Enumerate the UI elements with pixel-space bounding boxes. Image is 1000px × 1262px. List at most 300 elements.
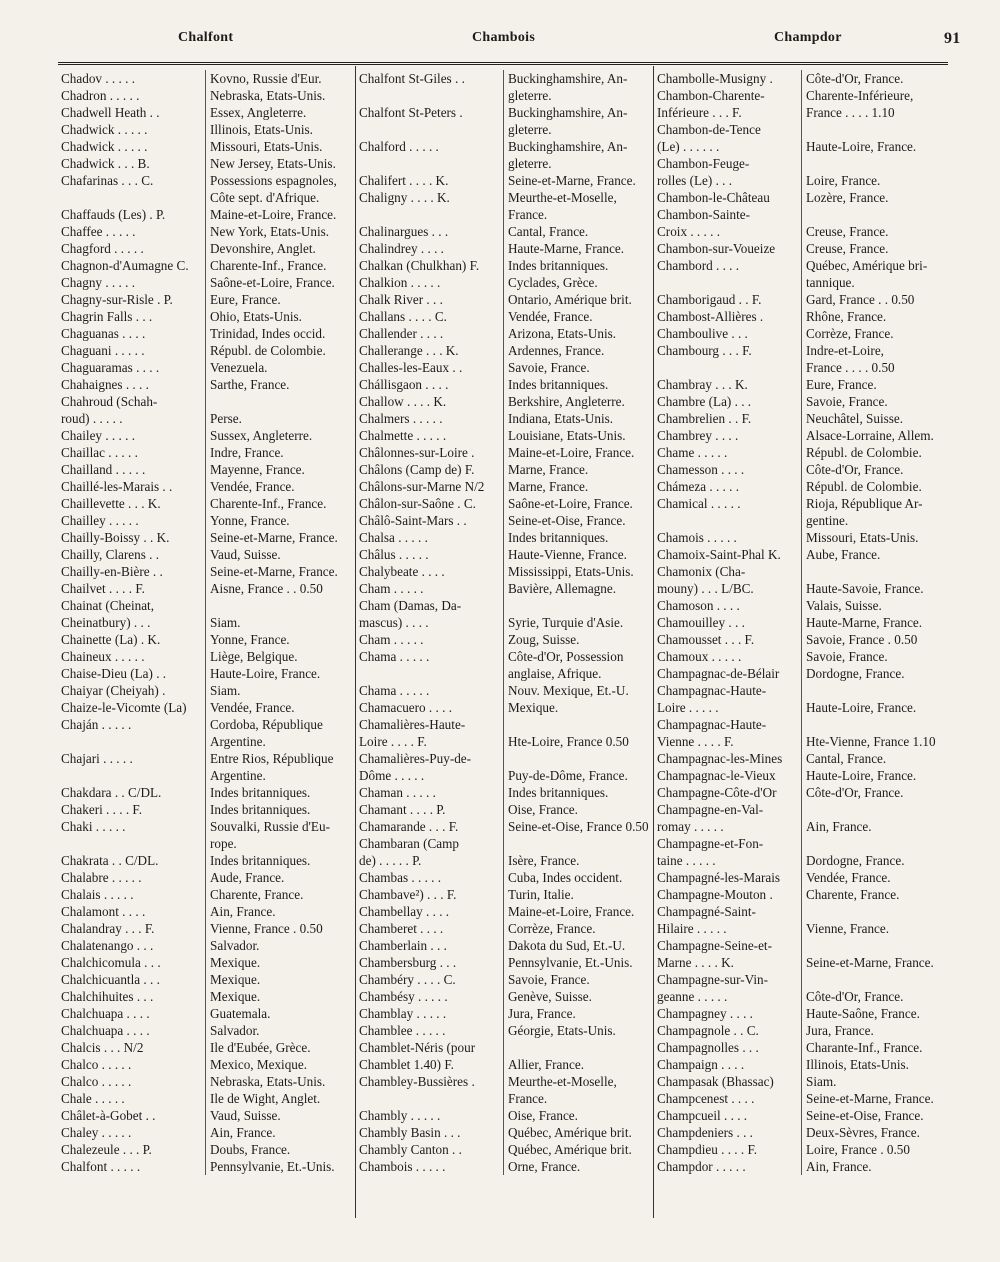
place-name: Chamberet . . . . <box>359 921 444 936</box>
place-location: Haute-Loire, France. <box>801 767 950 784</box>
place-location <box>801 716 950 733</box>
place-name <box>654 359 801 376</box>
gazetteer-entry <box>654 138 950 155</box>
gazetteer-entry <box>654 563 950 580</box>
place-name: Champagne-et-Fon- <box>657 836 764 851</box>
place-location: Charente-Inférieure, <box>801 87 950 104</box>
gazetteer-entry <box>58 631 354 648</box>
place-location: Rioja, République Ar- <box>801 495 950 512</box>
place-location: Maine-et-Loire, France. <box>503 444 652 461</box>
gazetteer-entry <box>654 988 950 1005</box>
gazetteer-entry <box>356 444 652 461</box>
gazetteer-entry <box>356 648 652 665</box>
gazetteer-entry <box>356 886 652 903</box>
place-name: Chaley . . . . . <box>61 1125 132 1140</box>
gazetteer-entry <box>654 1039 950 1056</box>
place-name: Chahaignes . . . . <box>61 377 149 392</box>
gazetteer-entry <box>58 257 354 274</box>
place-location: Rhône, France. <box>801 308 950 325</box>
place-name: Chamboulive . . . <box>657 326 748 341</box>
place-name: Champdeniers . . . <box>657 1125 753 1140</box>
gazetteer-entry <box>356 903 652 920</box>
gazetteer-entry <box>356 223 652 240</box>
place-name: Champdor . . . . . <box>657 1159 746 1174</box>
gazetteer-entry <box>654 529 950 546</box>
gazetteer-entry <box>58 1107 354 1124</box>
place-name <box>356 1090 503 1107</box>
place-location: New Jersey, Etats-Unis. <box>205 155 354 172</box>
place-name: Châlô-Saint-Mars . . <box>359 513 467 528</box>
place-name: Chalford . . . . . <box>359 139 439 154</box>
gazetteer-entry <box>58 597 354 614</box>
place-name: Châlon-sur-Saône . C. <box>359 496 476 511</box>
place-name <box>58 189 205 206</box>
gazetteer-entry <box>654 546 950 563</box>
place-name: Chamois . . . . . <box>657 530 737 545</box>
place-location: gleterre. <box>503 87 652 104</box>
place-name: Chamical . . . . . <box>657 496 741 511</box>
place-name: Chalandray . . . F. <box>61 921 155 936</box>
page-header <box>0 30 1000 56</box>
place-name: Chalkion . . . . . <box>359 275 441 290</box>
place-location: Eure, France. <box>205 291 354 308</box>
place-location: Québec, Amérique brit. <box>503 1141 652 1158</box>
place-location: France. <box>503 206 652 223</box>
place-name: Chaise-Dieu (La) . . <box>61 666 167 681</box>
gazetteer-entry <box>356 189 652 206</box>
gazetteer-entry <box>356 1073 652 1090</box>
gazetteer-entry <box>58 614 354 631</box>
gazetteer-entry <box>356 988 652 1005</box>
place-name: Chamblet 1.40) F. <box>359 1057 454 1072</box>
place-location: Indiana, Etats-Unis. <box>503 410 652 427</box>
gazetteer-entry <box>654 597 950 614</box>
place-name: Chambord . . . . <box>657 258 740 273</box>
place-location: Cantal, France. <box>503 223 652 240</box>
place-location: Saône-et-Loire, France. <box>205 274 354 291</box>
gazetteer-entry <box>58 308 354 325</box>
place-name: Chahroud (Schah- <box>61 394 158 409</box>
place-name: Chamblee . . . . . <box>359 1023 446 1038</box>
place-name <box>356 87 503 104</box>
gazetteer-entry <box>654 954 950 971</box>
place-location: Meurthe-et-Moselle, <box>503 1073 652 1090</box>
place-name: Chagford . . . . . <box>61 241 144 256</box>
gazetteer-entry <box>58 1124 354 1141</box>
gazetteer-entry <box>58 478 354 495</box>
gazetteer-entry <box>58 699 354 716</box>
place-location: anglaise, Afrique. <box>503 665 652 682</box>
place-location: Syrie, Turquie d'Asie. <box>503 614 652 631</box>
place-name: mascus) . . . . <box>359 615 429 630</box>
gazetteer-entry <box>654 478 950 495</box>
gazetteer-entry <box>356 784 652 801</box>
place-location: Dordogne, France. <box>801 852 950 869</box>
place-name: Chambrelien . . F. <box>657 411 752 426</box>
place-name: Loire . . . . . <box>657 700 719 715</box>
place-location: Québec, Amérique brit. <box>503 1124 652 1141</box>
place-location: Marne, France. <box>503 461 652 478</box>
place-location: Jura, France. <box>503 1005 652 1022</box>
gazetteer-entry <box>58 852 354 869</box>
place-name: Chaguani . . . . . <box>61 343 145 358</box>
place-name: romay . . . . . <box>657 819 724 834</box>
place-location: Arizona, Etats-Unis. <box>503 325 652 342</box>
gazetteer-entry <box>654 257 950 274</box>
place-location: Jura, France. <box>801 1022 950 1039</box>
place-name: Chalinargues . . . <box>359 224 449 239</box>
gazetteer-entry <box>356 325 652 342</box>
gazetteer-entry <box>58 155 354 172</box>
gazetteer-entry <box>654 682 950 699</box>
place-name: Chambourg . . . F. <box>657 343 752 358</box>
place-location: Trinidad, Indes occid. <box>205 325 354 342</box>
gazetteer-entry <box>356 87 652 104</box>
place-location <box>801 121 950 138</box>
place-location: Savoie, France. <box>801 393 950 410</box>
place-name: Champcenest . . . . <box>657 1091 755 1106</box>
gazetteer-entry <box>356 852 652 869</box>
place-location: Charente, France. <box>205 886 354 903</box>
place-name: Champagné-Saint- <box>657 904 756 919</box>
gazetteer-entry <box>356 716 652 733</box>
place-name: Chamarande . . . F. <box>359 819 459 834</box>
gazetteer-entry <box>356 631 652 648</box>
place-name: Dôme . . . . . <box>359 768 425 783</box>
place-name: Chalkan (Chulkhan) F. <box>359 258 480 273</box>
place-location: Maine-et-Loire, France. <box>205 206 354 223</box>
place-name: Chambois . . . . . <box>359 1159 446 1174</box>
place-location: Ain, France. <box>801 818 950 835</box>
place-name: Chalatenango . . . <box>61 938 154 953</box>
gazetteer-entry <box>654 801 950 818</box>
place-name: Chamalières-Haute- <box>359 717 466 732</box>
place-location: Ain, France. <box>205 903 354 920</box>
place-location: Côte-d'Or, France. <box>801 70 950 87</box>
place-name: Chambre (La) . . . <box>657 394 752 409</box>
place-location: Indes britanniques. <box>205 784 354 801</box>
place-name: Champagnac-les-Mines <box>657 751 783 766</box>
place-location: Siam. <box>205 614 354 631</box>
gazetteer-entry <box>654 427 950 444</box>
place-location: Missouri, Etats-Unis. <box>801 529 950 546</box>
gazetteer-entry <box>654 580 950 597</box>
gazetteer-entry <box>58 648 354 665</box>
place-name: Champagnac-le-Vieux <box>657 768 776 783</box>
place-name: Chalchihuites . . . <box>61 989 154 1004</box>
place-name: Chaillac . . . . . <box>61 445 138 460</box>
place-name: Chailly-en-Bière . . <box>61 564 163 579</box>
place-location: Guatemala. <box>205 1005 354 1022</box>
gazetteer-entry <box>356 920 652 937</box>
place-name: Champagné-les-Marais <box>657 870 781 885</box>
gazetteer-entry <box>356 393 652 410</box>
place-name: Chambley-Bussières . <box>359 1074 475 1089</box>
gazetteer-entry <box>356 529 652 546</box>
place-name: Chamblay . . . . . <box>359 1006 447 1021</box>
place-location: Perse. <box>205 410 354 427</box>
place-location: gleterre. <box>503 121 652 138</box>
place-location: Haute-Loire, France. <box>801 138 950 155</box>
place-name: Champagnolles . . . <box>657 1040 759 1055</box>
place-location: Ontario, Amérique brit. <box>503 291 652 308</box>
gazetteer-entry <box>356 665 652 682</box>
place-location: Côte-d'Or, Possession <box>503 648 652 665</box>
place-location: Seine-et-Marne, France. <box>801 954 950 971</box>
place-location <box>801 835 950 852</box>
place-name: Chamoix-Saint-Phal K. <box>657 547 781 562</box>
gazetteer-entry <box>654 1005 950 1022</box>
place-location: Vienne, France. <box>801 920 950 937</box>
place-location: Sarthe, France. <box>205 376 354 393</box>
gazetteer-entry <box>654 818 950 835</box>
place-location: Seine-et-Marne, France. <box>205 529 354 546</box>
place-name: Chambon-Feuge- <box>657 156 750 171</box>
gazetteer-entry <box>654 886 950 903</box>
place-location <box>801 155 950 172</box>
gazetteer-entry <box>654 121 950 138</box>
place-name: Chamouilley . . . <box>657 615 745 630</box>
gazetteer-entry <box>654 70 950 87</box>
header-rule <box>58 62 948 65</box>
place-location: Entre Rios, République <box>205 750 354 767</box>
gazetteer-entry <box>654 971 950 988</box>
place-location: Cordoba, République <box>205 716 354 733</box>
place-location: Berkshire, Angleterre. <box>503 393 652 410</box>
gazetteer-entry <box>356 682 652 699</box>
place-name: Chajari . . . . . <box>61 751 133 766</box>
place-name: Chambly Basin . . . <box>359 1125 461 1140</box>
place-location: Charante-Inf., France. <box>801 1039 950 1056</box>
place-location: Indes britanniques. <box>205 852 354 869</box>
place-location: Lozère, France. <box>801 189 950 206</box>
gazetteer-entry <box>58 818 354 835</box>
place-location: Haute-Loire, France. <box>205 665 354 682</box>
place-location: Nebraska, Etats-Unis. <box>205 87 354 104</box>
place-location: Vendée, France. <box>205 478 354 495</box>
gazetteer-entry <box>356 1022 652 1039</box>
place-location: Vaud, Suisse. <box>205 546 354 563</box>
gazetteer-entry <box>58 291 354 308</box>
place-name: Inférieure . . . F. <box>657 105 742 120</box>
place-name: Chalybeate . . . . <box>359 564 445 579</box>
place-location: Deux-Sèvres, France. <box>801 1124 950 1141</box>
gazetteer-entry <box>654 767 950 784</box>
place-location: Côte sept. d'Afrique. <box>205 189 354 206</box>
place-name: Chaffee . . . . . <box>61 224 136 239</box>
place-name: Chambolle-Musigny . <box>657 71 773 86</box>
place-location: Côte-d'Or, France. <box>801 461 950 478</box>
gazetteer-entry <box>58 886 354 903</box>
place-name: Challans . . . . C. <box>359 309 447 324</box>
place-name: Châlons-sur-Marne N/2 <box>359 479 485 494</box>
place-name: Champagnac-de-Bélair <box>657 666 780 681</box>
place-name: Chaiyar (Cheiyah) . <box>61 683 166 698</box>
gazetteer-entry <box>654 393 950 410</box>
gazetteer-entry <box>654 342 950 359</box>
place-name: Chama . . . . . <box>359 683 430 698</box>
header-center-word: Chambois <box>472 30 536 45</box>
place-location: Eure, France. <box>801 376 950 393</box>
place-name: de) . . . . . P. <box>359 853 422 868</box>
place-name: Chaillevette . . . K. <box>61 496 161 511</box>
place-location: Seine-et-Marne, France. <box>503 172 652 189</box>
gazetteer-entry <box>356 1005 652 1022</box>
place-location: Hte-Vienne, France 1.10 <box>801 733 950 750</box>
place-name <box>58 767 205 784</box>
place-location: Vaud, Suisse. <box>205 1107 354 1124</box>
gazetteer-entry <box>58 801 354 818</box>
place-name: Chambéry . . . . C. <box>359 972 456 987</box>
place-name: Loire . . . . F. <box>359 734 427 749</box>
gazetteer-entry <box>356 1158 652 1175</box>
place-location: Haute-Loire, France. <box>801 699 950 716</box>
place-name: Chaligny . . . . K. <box>359 190 450 205</box>
place-location: New York, Etats-Unis. <box>205 223 354 240</box>
place-name: Champagnac-Haute- <box>657 683 767 698</box>
place-name: Vienne . . . . F. <box>657 734 734 749</box>
place-name: Chagny . . . . . <box>61 275 135 290</box>
gazetteer-entry <box>58 393 354 410</box>
place-name: Chamborigaud . . F. <box>657 292 762 307</box>
gazetteer-entry <box>58 580 354 597</box>
place-location: Illinois, Etats-Unis. <box>801 1056 950 1073</box>
gazetteer-entry <box>58 988 354 1005</box>
gazetteer-entry <box>58 784 354 801</box>
place-location: Pennsylvanie, Et.-Unis. <box>503 954 652 971</box>
place-location: France . . . . 1.10 <box>801 104 950 121</box>
place-name: Châlus . . . . . <box>359 547 429 562</box>
place-name: Chadov . . . . . <box>61 71 135 86</box>
gazetteer-entry <box>58 529 354 546</box>
place-name: Chambon-Sainte- <box>657 207 751 222</box>
place-location <box>503 750 652 767</box>
place-name: Champcueil . . . . <box>657 1108 748 1123</box>
place-location: Yonne, France. <box>205 512 354 529</box>
gazetteer-entry <box>58 1022 354 1039</box>
header-right-word: Champdor <box>774 30 842 45</box>
gazetteer-entry <box>654 512 950 529</box>
place-name <box>654 274 801 291</box>
place-location: France . . . . 0.50 <box>801 359 950 376</box>
place-name: Châlonnes-sur-Loire . <box>359 445 475 460</box>
place-location: Républ. de Colombie. <box>801 478 950 495</box>
place-name: Champagne-Mouton . <box>657 887 773 902</box>
place-location: Buckinghamshire, An- <box>503 104 652 121</box>
gazetteer-entry <box>356 172 652 189</box>
place-location: Salvador. <box>205 1022 354 1039</box>
gazetteer-entry <box>356 70 652 87</box>
place-name: Chámeza . . . . . <box>657 479 740 494</box>
place-name: Chambaran (Camp <box>359 836 459 851</box>
place-name: Chalabre . . . . . <box>61 870 142 885</box>
place-name: Chalmers . . . . . <box>359 411 443 426</box>
gazetteer-entry <box>654 631 950 648</box>
place-name: Champagnac-Haute- <box>657 717 767 732</box>
gazetteer-entry <box>356 1107 652 1124</box>
place-location: Loire, France . 0.50 <box>801 1141 950 1158</box>
place-location: Creuse, France. <box>801 223 950 240</box>
gazetteer-entry <box>654 1124 950 1141</box>
place-location: Seine-et-Marne, France. <box>801 1090 950 1107</box>
place-name: Croix . . . . . <box>657 224 721 239</box>
place-name: geanne . . . . . <box>657 989 728 1004</box>
header-left-word: Chalfont <box>178 30 234 45</box>
place-location: Venezuela. <box>205 359 354 376</box>
page-number: 91 <box>944 30 961 47</box>
gazetteer-entry <box>356 121 652 138</box>
place-location: gleterre. <box>503 155 652 172</box>
gazetteer-entry <box>58 920 354 937</box>
place-name: Chalifert . . . . K. <box>359 173 449 188</box>
place-name <box>356 665 503 682</box>
gazetteer-entry <box>58 1073 354 1090</box>
gazetteer-entry <box>654 206 950 223</box>
place-location: Essex, Angleterre. <box>205 104 354 121</box>
place-location: Argentine. <box>205 733 354 750</box>
place-location: Corrèze, France. <box>801 325 950 342</box>
place-location: Républ. de Colombie. <box>801 444 950 461</box>
place-location: Savoie, France . 0.50 <box>801 631 950 648</box>
place-name: Chamonix (Cha- <box>657 564 746 579</box>
place-name: Champasak (Bhassac) <box>657 1074 774 1089</box>
place-location: Indes britanniques. <box>205 801 354 818</box>
gazetteer-entry <box>356 1056 652 1073</box>
place-location: Seine-et-Oise, France. <box>801 1107 950 1124</box>
place-name: Chalfont St-Peters . <box>359 105 463 120</box>
place-name: Chambon-le-Château <box>657 190 770 205</box>
place-location: Aude, France. <box>205 869 354 886</box>
place-name: Chaguanas . . . . <box>61 326 146 341</box>
place-location: Côte-d'Or, France. <box>801 784 950 801</box>
place-location: Zoug, Suisse. <box>503 631 652 648</box>
place-name: Chállisgaon . . . . <box>359 377 449 392</box>
gazetteer-entry <box>654 920 950 937</box>
gazetteer-entry <box>654 87 950 104</box>
place-location: Cuba, Indes occident. <box>503 869 652 886</box>
gazetteer-entry <box>58 665 354 682</box>
place-name: Chalmette . . . . . <box>359 428 447 443</box>
place-location: Meurthe-et-Moselle, <box>503 189 652 206</box>
gazetteer-entry <box>356 240 652 257</box>
place-location <box>801 206 950 223</box>
place-location: Seine-et-Oise, France 0.50 <box>503 818 652 835</box>
place-location: Mexique. <box>205 988 354 1005</box>
place-name: Chagrin Falls . . . <box>61 309 153 324</box>
place-location <box>801 971 950 988</box>
gazetteer-entry <box>58 767 354 784</box>
place-name: Chamalières-Puy-de- <box>359 751 472 766</box>
place-location: Charente, France. <box>801 886 950 903</box>
gazetteer-column-3 <box>654 70 950 1220</box>
place-location: Mexique. <box>205 954 354 971</box>
gazetteer-entry <box>356 954 652 971</box>
gazetteer-entry <box>654 325 950 342</box>
gazetteer-entry <box>654 1141 950 1158</box>
place-name: Chainat (Cheinat, <box>61 598 155 613</box>
place-location: Indre-et-Loire, <box>801 342 950 359</box>
gazetteer-entry <box>356 291 652 308</box>
gazetteer-entry <box>654 1158 950 1175</box>
place-name: taine . . . . . <box>657 853 716 868</box>
place-name: Chambave²) . . . F. <box>359 887 457 902</box>
place-name: Chainette (La) . K. <box>61 632 161 647</box>
place-name: Chailland . . . . . <box>61 462 146 477</box>
place-location: Charente-Inf., France. <box>205 495 354 512</box>
place-location: Doubs, France. <box>205 1141 354 1158</box>
gazetteer-entry <box>58 563 354 580</box>
place-location: Dakota du Sud, Et.-U. <box>503 937 652 954</box>
